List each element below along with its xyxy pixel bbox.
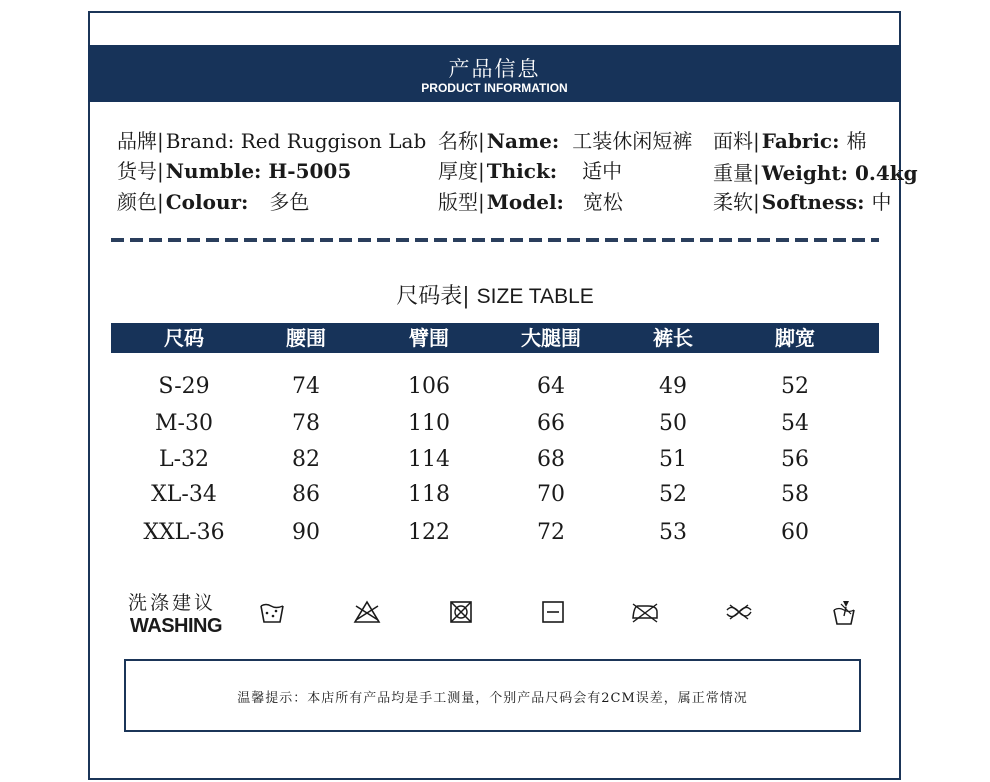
header-arm: 臂围 xyxy=(409,326,449,350)
cell-leg-opening: 54 xyxy=(781,411,809,436)
cell-length: 51 xyxy=(659,447,687,472)
model-key: Model: xyxy=(486,190,571,214)
colour-label: 颜色| xyxy=(117,190,164,214)
cell-size: L-32 xyxy=(158,447,210,472)
cell-waist: 78 xyxy=(292,411,320,436)
thick-label: 厚度| xyxy=(438,159,485,183)
fabric-label: 面料| xyxy=(713,129,760,153)
cell-arm: 118 xyxy=(408,482,450,507)
header-length: 裤长 xyxy=(653,326,693,350)
fabric-key: Fabric: xyxy=(761,129,847,153)
note-box xyxy=(124,659,861,732)
thick-key: Thick: xyxy=(486,159,565,183)
colour-value: 多色 xyxy=(269,190,310,214)
name-value: 工装休闲短裤 xyxy=(572,129,693,153)
header-size: 尺码 xyxy=(164,326,204,350)
cell-arm: 122 xyxy=(408,520,450,545)
cell-size: M-30 xyxy=(155,411,213,436)
line-dry-icon xyxy=(538,598,568,626)
weight-label: 重量| xyxy=(713,161,760,185)
info-softness xyxy=(713,186,892,215)
size-table-title-zh: 尺码表| xyxy=(396,284,470,309)
info-brand xyxy=(117,125,426,154)
model-value: 宽松 xyxy=(582,190,623,214)
cell-length: 53 xyxy=(659,520,687,545)
banner-title-en: PRODUCT INFORMATION xyxy=(421,81,568,95)
do-not-bleach-icon xyxy=(352,598,382,626)
cell-length: 52 xyxy=(659,482,687,507)
colour-key: Colour: xyxy=(165,190,256,214)
cell-leg-opening: 58 xyxy=(781,482,809,507)
softness-label: 柔软| xyxy=(713,190,760,214)
cell-thigh: 66 xyxy=(537,411,565,436)
cell-thigh: 68 xyxy=(537,447,565,472)
number-label: 货号| xyxy=(117,159,164,183)
cell-waist: 82 xyxy=(292,447,320,472)
cell-size: XXL-36 xyxy=(143,520,225,545)
cell-thigh: 70 xyxy=(537,482,565,507)
header-thigh: 大腿围 xyxy=(521,326,581,350)
wash-30-icon xyxy=(829,598,859,626)
cell-leg-opening: 56 xyxy=(781,447,809,472)
cell-thigh: 64 xyxy=(537,374,565,399)
product-info-banner xyxy=(88,45,901,102)
cell-length: 50 xyxy=(659,411,687,436)
do-not-iron-icon xyxy=(630,598,660,626)
cell-waist: 90 xyxy=(292,520,320,545)
header-leg-opening: 脚宽 xyxy=(775,326,815,350)
do-not-dry-clean-icon xyxy=(724,598,754,626)
do-not-tumble-dry-icon xyxy=(446,598,476,626)
brand-value: Brand: Red Ruggison Lab xyxy=(165,129,427,153)
cell-size: S-29 xyxy=(158,374,210,399)
weight-value: Weight: 0.4kg xyxy=(761,161,918,185)
thick-value: 适中 xyxy=(582,159,623,183)
cell-arm: 114 xyxy=(408,447,450,472)
softness-key: Softness: xyxy=(761,190,872,214)
name-label: 名称| xyxy=(438,129,485,153)
softness-value: 中 xyxy=(871,190,892,214)
cell-leg-opening: 52 xyxy=(781,374,809,399)
header-waist: 腰围 xyxy=(286,326,326,350)
info-number xyxy=(117,155,351,184)
cell-waist: 86 xyxy=(292,482,320,507)
cell-length: 49 xyxy=(659,374,687,399)
banner-title-zh: 产品信息 xyxy=(448,57,541,81)
fabric-value: 棉 xyxy=(846,129,867,153)
measurement-note: 温馨提示：本店所有产品均是手工测量，个别产品尺码会有2CM误差，属正常情况 xyxy=(237,691,748,706)
size-table-header xyxy=(111,323,879,353)
washing-title-zh: 洗涤建议 xyxy=(128,592,217,614)
info-colour xyxy=(117,186,309,215)
info-name xyxy=(438,125,692,154)
size-table-title-en: SIZE TABLE xyxy=(476,285,594,308)
number-value: Numble: H-5005 xyxy=(165,159,352,183)
hand-wash-icon xyxy=(257,598,287,626)
cell-waist: 74 xyxy=(292,374,320,399)
info-weight xyxy=(713,157,918,186)
info-model xyxy=(438,186,623,215)
washing-title-en: WASHING xyxy=(130,615,223,637)
cell-arm: 110 xyxy=(408,411,450,436)
cell-thigh: 72 xyxy=(537,520,565,545)
model-label: 版型| xyxy=(438,190,485,214)
cell-leg-opening: 60 xyxy=(781,520,809,545)
name-key: Name: xyxy=(486,129,567,153)
info-thick xyxy=(438,155,622,184)
cell-size: XL-34 xyxy=(151,482,217,507)
dashed-divider xyxy=(111,238,879,242)
cell-arm: 106 xyxy=(408,374,450,399)
brand-label: 品牌| xyxy=(117,129,164,153)
size-table-title xyxy=(0,279,990,310)
info-fabric xyxy=(713,125,866,154)
